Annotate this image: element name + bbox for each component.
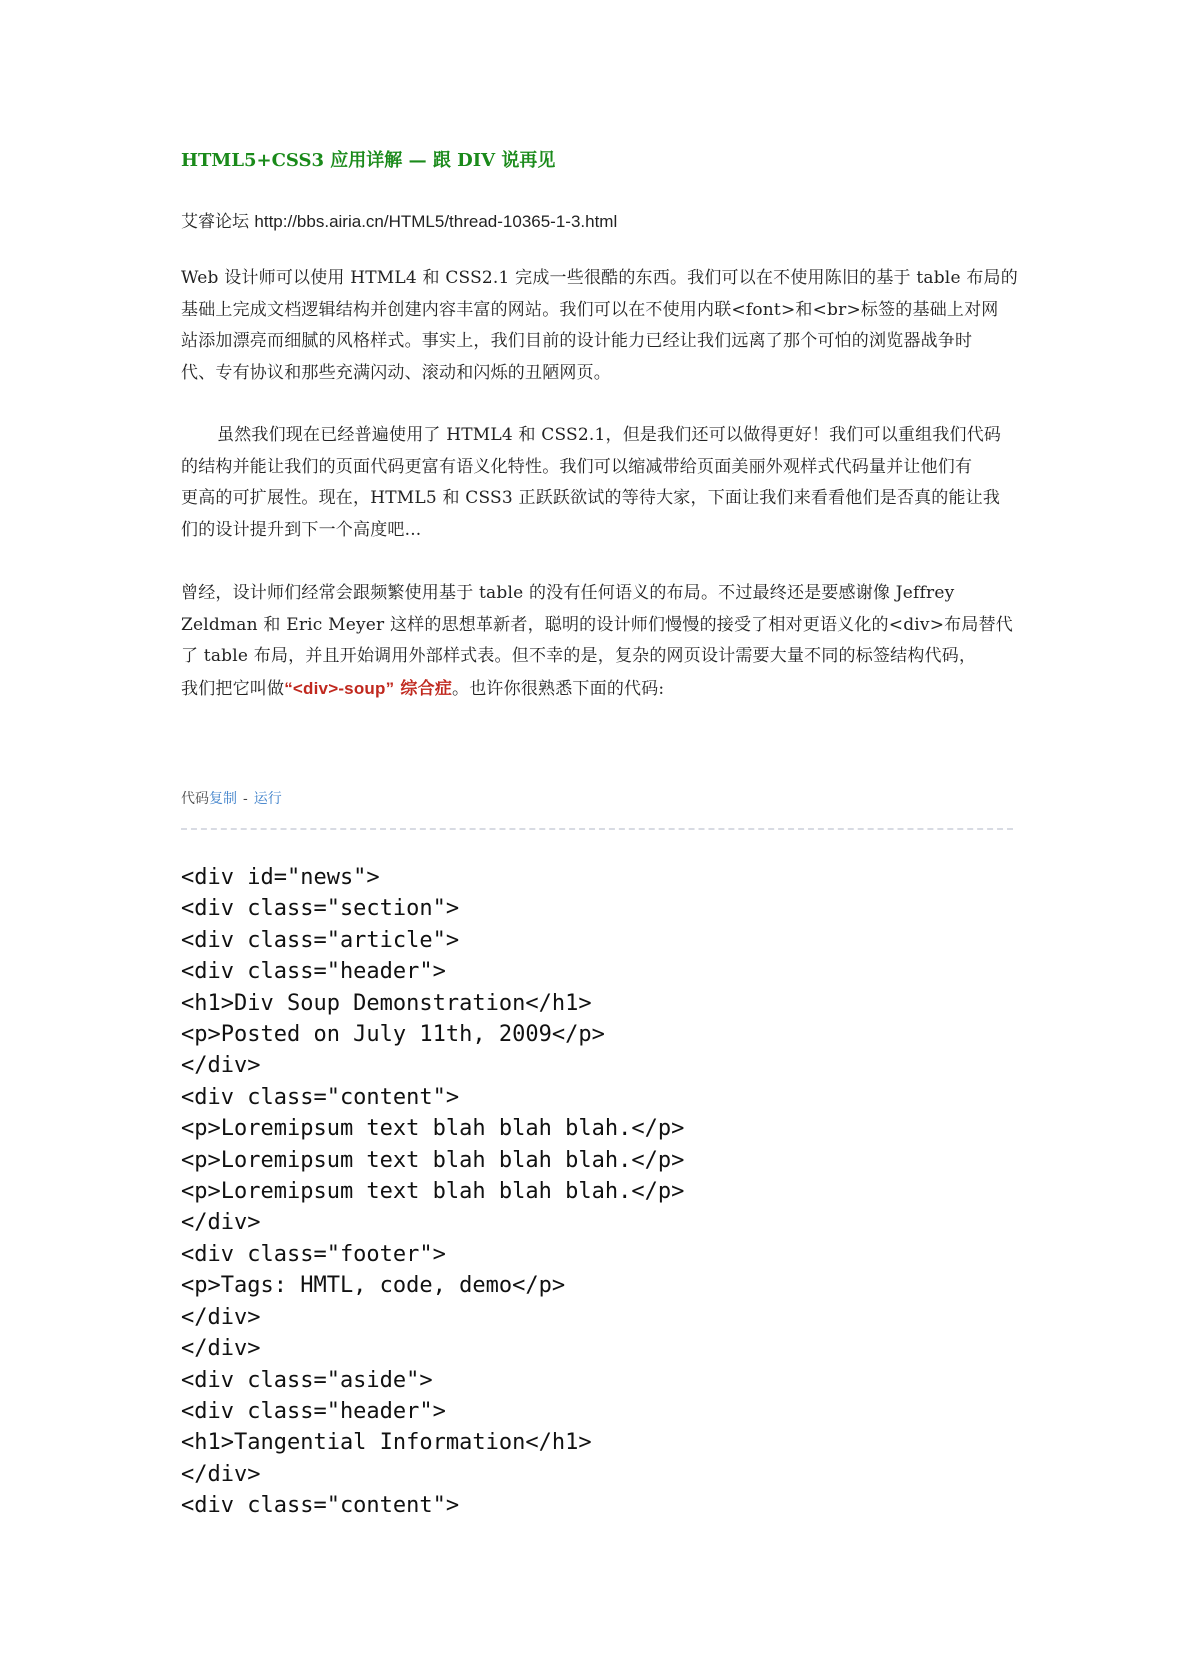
paragraph-line: 了 table 布局，并且开始调用外部样式表。但不幸的是，复杂的网页设计需要大量不同的标签结构代码，	[181, 646, 977, 666]
paragraph-line: 站添加漂亮而细腻的风格样式。事实上，我们目前的设计能力已经让我们远离了那个可怕的浏览器战争时	[181, 331, 973, 351]
code-line: </div>	[181, 1336, 261, 1362]
copy-code-link[interactable]: 复制	[209, 791, 237, 807]
code-line: <p>Posted on July 11th, 2009</p>	[181, 1022, 605, 1048]
code-line: </div>	[181, 1210, 261, 1236]
code-line: <p>Tags: HMTL, code, demo</p>	[181, 1273, 566, 1299]
div-soup-term: “<div>-soup”	[284, 678, 395, 698]
paragraph-line: 曾经，设计师们经常会跟频繁使用基于 table 的没有任何语义的布局。不过最终还是要感谢像 Jeffrey	[181, 583, 955, 603]
code-line: <div class="header">	[181, 959, 446, 985]
code-block	[181, 862, 684, 1522]
code-line: <div id="news">	[181, 865, 380, 890]
code-line: <div class="header">	[181, 1398, 446, 1424]
paragraph-line: 更高的可扩展性。现在，HTML5 和 CSS3 正跃跃欲试的等待大家，下面让我们来看看他们是否真的能让我	[181, 488, 1001, 508]
paragraph-line: 们的设计提升到下一个高度吧...	[181, 519, 422, 540]
code-line: <h1>Div Soup Demonstration</h1>	[181, 990, 592, 1016]
code-line: <p>Loremipsum text blah blah blah.</p>	[181, 1179, 685, 1205]
article-title: HTML5+CSS3 应用详解 — 跟 DIV 说再见	[181, 150, 556, 171]
code-line: </div>	[181, 1053, 261, 1079]
code-line: <h1>Tangential Information</h1>	[181, 1430, 592, 1456]
paragraph-line-last	[181, 673, 1013, 706]
paragraph-text: 我们把它叫做	[181, 678, 285, 699]
code-line: <div class="content">	[181, 1084, 460, 1110]
paragraph-line: 代、专有协议和那些充满闪动、滚动和闪烁的丑陋网页。	[181, 362, 611, 383]
source-line	[181, 207, 617, 232]
run-code-link[interactable]: 运行	[253, 791, 282, 807]
div-soup-suffix: 综合症	[394, 678, 453, 699]
paragraph-line: 基础上完成文档逻辑结构并创建内容丰富的网站。我们可以在不使用内联<font>和<br>标签的基础上对网	[181, 299, 999, 320]
code-line: </div>	[181, 1461, 261, 1487]
paragraph-line: 的结构并能让我们的页面代码更富有语义化特性。我们可以缩减带给页面美丽外观样式代码量并让他们有	[181, 456, 973, 477]
code-label: 代码	[181, 791, 209, 807]
paragraph-2	[181, 420, 1013, 546]
paragraph-1	[181, 263, 1018, 389]
code-line: </div>	[181, 1304, 261, 1330]
code-divider	[181, 828, 1013, 830]
code-line: <div class="footer">	[181, 1241, 446, 1267]
code-toolbar	[181, 788, 282, 808]
paragraph-line: Web 设计师可以使用 HTML4 和 CSS2.1 完成一些很酷的东西。我们可以在不使用陈旧的基于 table 布局的	[181, 268, 1018, 288]
source-url: http://bbs.airia.cn/HTML5/thread-10365-1-3.html	[254, 212, 618, 231]
code-line: <div class="aside">	[181, 1367, 433, 1393]
code-line: <div class="content">	[181, 1493, 460, 1519]
paragraph-text: 。也许你很熟悉下面的代码:	[452, 678, 665, 699]
paragraph-3	[181, 578, 1013, 705]
paragraph-line: 虽然我们现在已经普遍使用了 HTML4 和 CSS2.1，但是我们还可以做得更好！我们可以重组我们代码	[217, 425, 1002, 445]
paragraph-line: Zeldman 和 Eric Meyer 这样的思想革新者，聪明的设计师们慢慢的接受了相对更语义化的<div>布局替代	[181, 614, 1013, 635]
toolbar-separator: -	[243, 791, 248, 807]
div-soup-highlight	[284, 679, 452, 698]
code-line: <div class="section">	[181, 896, 460, 922]
code-line: <div class="article">	[181, 927, 460, 953]
code-line: <p>Loremipsum text blah blah blah.</p>	[181, 1116, 685, 1142]
code-line: <p>Loremipsum text blah blah blah.</p>	[181, 1147, 685, 1173]
source-label: 艾睿论坛	[181, 212, 255, 232]
